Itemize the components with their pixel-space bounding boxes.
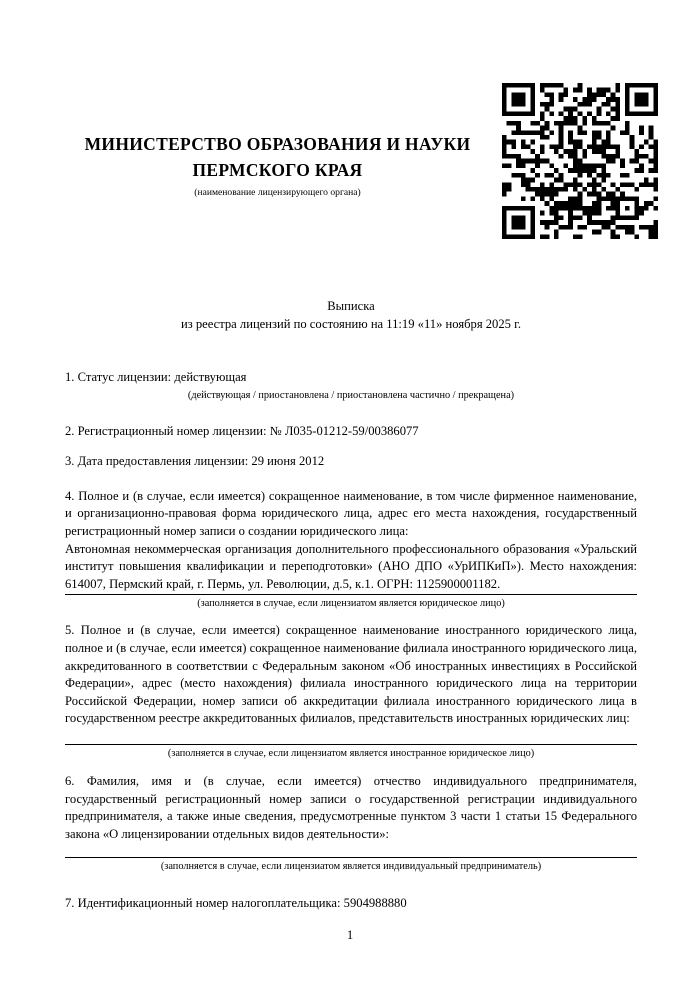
item-6-label: 6. Фамилия, имя и (в случае, если имеется) отчество индивидуального предпринимателя, государственный регистрационный номер записи о государственной регистрации индивидуального предпринимателя, а также иные сведения, предусмотренные пунктом 3 части 1 статьи 15 Федерального закона «О лицензировании отдельных видов деятельности»: xyxy=(65,773,637,841)
item-4-value: Автономная некоммерческая организация дополнительного профессионального образования «Уральский институт повышения квалификации и переподготовки» (АНО ДПО «УрИПКиП»). Место нахождения: 614007, Пермский край, г. Пермь, ул. Революции, д.5, к.1. ОГРН: 1125900001182. xyxy=(65,541,637,591)
item-5-note: (заполняется в случае, если лицензиатом является иностранное юридическое лицо) xyxy=(167,747,535,759)
ministry-name-line2: ПЕРМСКОГО КРАЯ xyxy=(192,160,363,180)
qr-code-icon xyxy=(502,83,658,239)
licensing-authority-header xyxy=(65,131,490,199)
document-subtitle: из реестра лицензий по состоянию на 11:19 «11» ноября 2025 г. xyxy=(180,317,521,331)
fill-line-foreign-entity xyxy=(65,744,637,745)
item-4-note: (заполняется в случае, если лицензиатом является юридическое лицо) xyxy=(197,598,505,610)
item-1-note: (действующая / приостановлена / приостановлена частично / прекращена) xyxy=(187,389,515,401)
item-7-taxpayer-number: 7. Идентификационный номер налогоплательщика: 5904988880 xyxy=(65,896,407,911)
document-body xyxy=(65,297,637,913)
page-number: 1 xyxy=(346,928,354,942)
item-5-foreign-entity xyxy=(65,622,637,760)
item-3-grant-date: 3. Дата предоставления лицензии: 29 июня 2012 xyxy=(65,454,325,469)
item-1-license-status: 1. Статус лицензии: действующая xyxy=(65,370,247,384)
document-title: Выписка xyxy=(327,299,375,313)
item-2-registration-number: 2. Регистрационный номер лицензии: № Л035-01212-59/00386077 xyxy=(65,423,419,438)
item-4-label: 4. Полное и (в случае, если имеется) сокращенное наименование, в том числе фирменное наименование, и организационно-правовая форма юридического лица, адрес его места нахождения, государственный регистрационный номер записи о создании юридического лица: xyxy=(65,488,637,538)
ministry-name-note: (наименование лицензирующего органа) xyxy=(194,187,361,198)
item-5-label: 5. Полное и (в случае, если имеется) сокращенное наименование иностранного юридического лица, полное и (в случае, если имеется) сокращенное наименование филиала иностранного юридического лица, аккредитованного в соответствии с Федеральным законом «Об иностранных инвестициях в Российской Федерации», адрес (место нахождения) филиала иностранного юридического лица на территории Российской Федерации, номер записи об аккредитации филиала иностранного юридического лица в государственном реестре аккредитованных филиалов, представительств иностранных юридических лиц: xyxy=(65,623,637,726)
fill-line-legal-entity xyxy=(65,594,637,595)
item-4-legal-entity xyxy=(65,488,637,611)
fill-line-individual-entrepreneur xyxy=(65,857,637,858)
ministry-name-line1: МИНИСТЕРСТВО ОБРАЗОВАНИЯ И НАУКИ xyxy=(84,134,471,154)
item-6-individual-entrepreneur xyxy=(65,773,637,873)
item-6-note: (заполняется в случае, если лицензиатом является индивидуальный предприниматель) xyxy=(160,861,542,873)
